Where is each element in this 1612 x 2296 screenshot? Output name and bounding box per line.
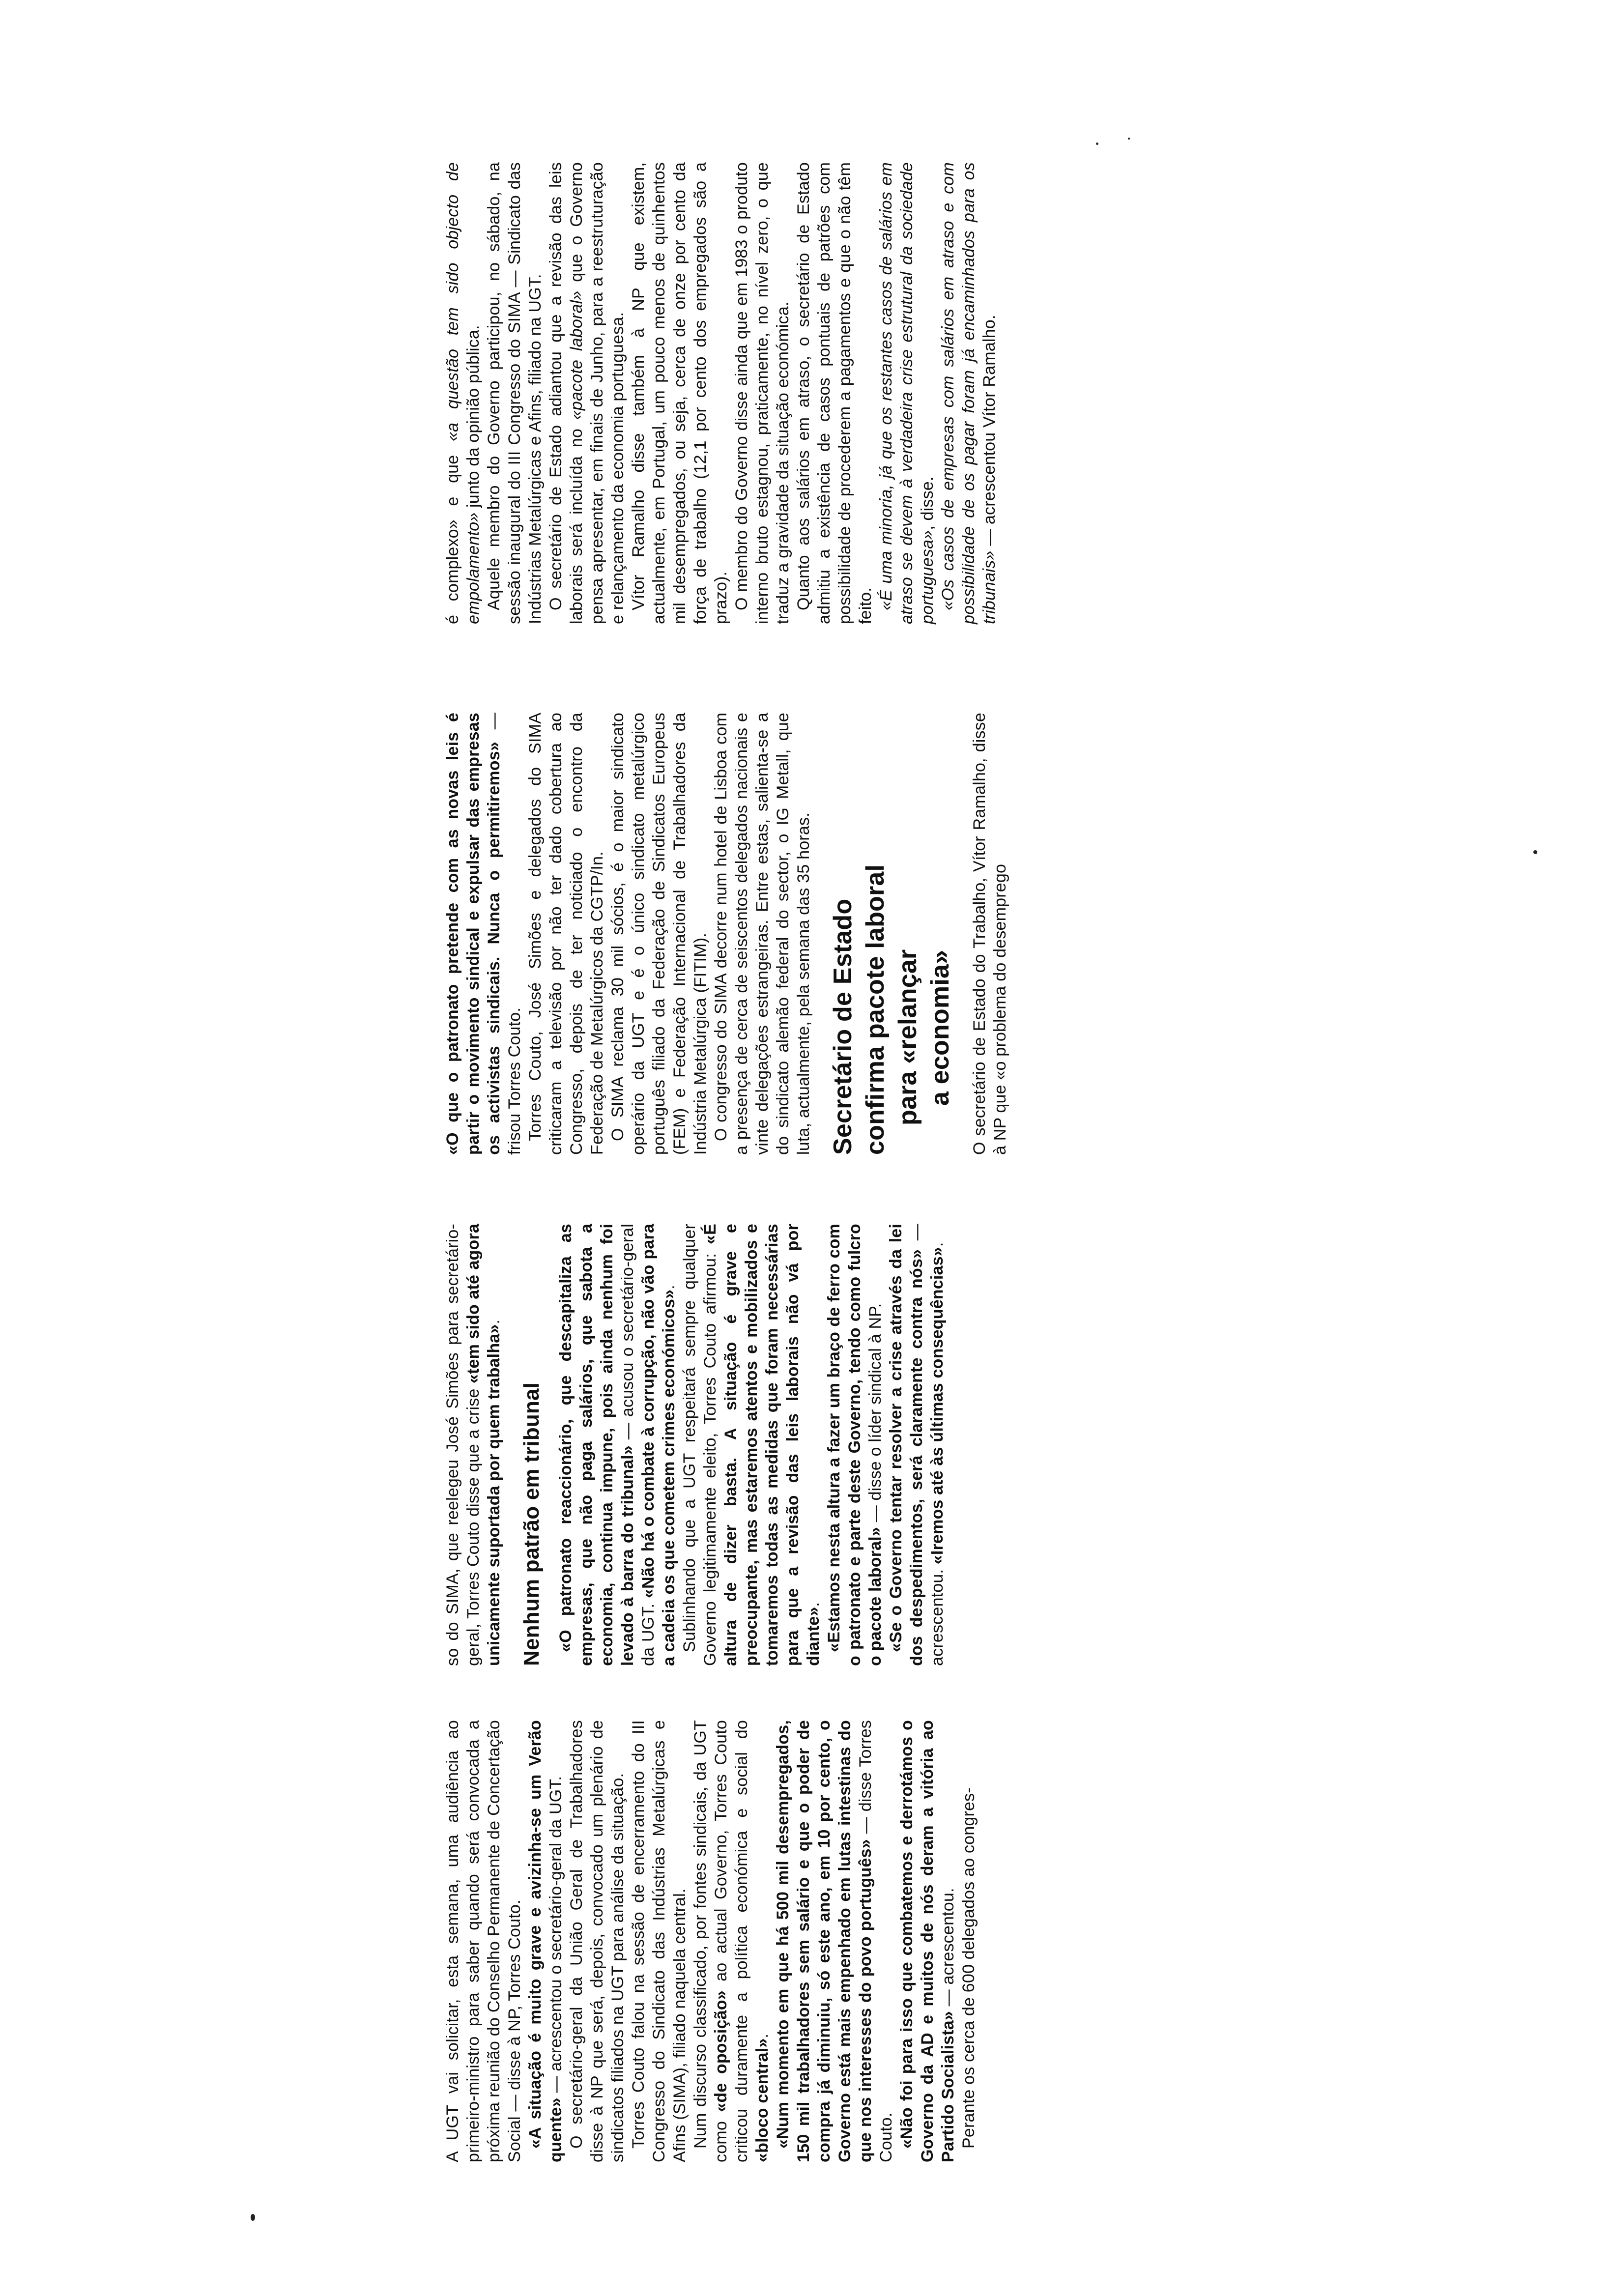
quote-bold: «Não há o combate à corrupção, não vão para a cadeia os que cometem crimes económicos» (639, 1224, 678, 1666)
scan-speck (1096, 143, 1098, 145)
quote-italic: «pacote laboral» (567, 290, 586, 420)
headline-line-1: Secretário de Estado (829, 898, 857, 1155)
quote-bold: «A situação é muito grave e avizinha-se um Verão quente» (526, 1720, 565, 2162)
paragraph (690, 1720, 773, 2162)
quote-bold: «de oposição» (712, 1990, 730, 2112)
paragraph (886, 1224, 948, 1666)
quote-bold: «Se o Governo tentar resolver a crise através da lei dos despedimentos, será claramente contra nós» (887, 1224, 926, 1666)
paragraph-text: Torres Couto falou na sessão de encerramento do III Congresso do Sindicato das Indústrias Metalúrgicas e Afins (SIMA), filiado naquela central. (629, 1720, 689, 2162)
newspaper-clipping (442, 147, 1219, 2162)
paragraph-text: que o Governo pensa apresentar, em finais de Junho, para a reestruturação e relançamento da economia portuguesa. (567, 162, 627, 624)
paragraph-text: — disse Torres Couto. (856, 1720, 895, 2162)
paragraph-text: — frisou Torres Couto. (485, 713, 524, 1155)
quote-bold: «Estamos nesta altura a fazer um braço de ferro com o patronato e parte deste Governo, tendo como fulcro o pacote laboral» (825, 1224, 885, 1666)
quote-bold: «O que o patronato pretende com as novas leis é partir o movimento sindical e expulsar das empresas os activistas sindicais. Nunca o permitiremos» (443, 713, 503, 1155)
paragraph-text: é complexo» e que (443, 441, 462, 624)
paragraph (824, 1224, 886, 1666)
paragraph-text: O membro do Governo disse ainda que em 1983 o produto interno bruto estagnou, praticamente, no nível zero, o que traduz a gravidade da situação económica. (732, 162, 792, 624)
quote-italic: «Os casos de empresas com salários em atraso e com possibilidade de os pagar foram já encaminhados para os tribunais» (939, 162, 999, 624)
paragraph (525, 1720, 566, 2162)
paragraph-text: Aquele membro do Governo participou, no sábado, na sessão inaugural do III Congresso do SIMA — Sindicato das Indústrias Metalúrgicas e Afins, filiado na UGT. (485, 162, 545, 624)
paragraph (969, 713, 1010, 1155)
paragraph-text: Torres Couto, José Simões e delegados do SIMA criticaram a televisão por não ter dado cobertura ao Congresso, depois de ter noticiado o encontro da Federação de Metalúrgicos da CGTP/In. (526, 713, 606, 1155)
paragraph (525, 713, 607, 1155)
quote-italic: «a questão tem sido objecto de empolamento» (443, 162, 483, 624)
paragraph (484, 162, 546, 624)
quote-bold: «O patronato reaccionário, que descapitaliza as empresas, que não paga salários, que sabota a economia, continua impune, pois ainda nenhum foi levado à barra do tribunal» (556, 1224, 637, 1666)
paragraph-text: so do SIMA, que reelegeu José Simões para secretário-geral, Torres Couto disse que a crise (443, 1224, 483, 1666)
headline-line-2: confirma pacote laboral (861, 864, 890, 1155)
paragraph (958, 1720, 979, 2162)
paragraph (773, 1720, 896, 2162)
paragraph (731, 162, 793, 624)
paragraph-text: ao actual Governo, Torres Couto criticou duramente a política económica e social do (712, 1720, 751, 2162)
paragraph-text: . (485, 1319, 503, 1324)
paragraph (566, 1720, 628, 2162)
paragraph-text: . (753, 2033, 772, 2038)
headline (827, 713, 956, 1155)
paragraph-text: — acrescentou. (939, 1888, 957, 2011)
paragraph (442, 1224, 504, 1666)
paragraph-text: — acrescentou. (907, 1224, 947, 1666)
paragraph-text: A UGT vai solicitar, esta semana, uma audiência ao primeiro-ministro para saber quando será convocada a próxima reunião do Conselho Permanente de Concertação Social — disse à NP, Torres Couto. (443, 1720, 524, 2162)
article-column-3 (442, 713, 1010, 1155)
quote-bold: «Iremos até às últimas consequências» (928, 1247, 947, 1565)
paragraph-text: — acrescentou o secretário-geral da UGT. (547, 1776, 565, 2098)
paragraph-text: O secretário-geral da União Geral de Trabalhadores disse à NP que será, depois, convocado um plenário de sindicatos filiados na UGT para análise da situação. (567, 1720, 627, 2162)
subheading: Nenhum patrão em tribunal (519, 1382, 544, 1666)
paragraph-text: O SIMA reclama 30 mil sócios, é o maior sindicato operário da UGT e é o único sindicato metalúrgico português filiado da Federação de Sindicatos Europeus (FEM) e Federação Internacional de Trabalhadores da Indústria Metalúrgica (FITIM). (608, 713, 710, 1155)
quote-bold: «Num momento em que há 500 mil desempregados, 150 mil trabalhadores sem salário e que o poder de compra já diminuiu, só este ano, em 10 por cento, o Governo está mais empenhado em lutas intestinas do que nos interesses do povo português» (774, 1720, 875, 2162)
paragraph-text: O congresso do SIMA decorre num hotel de Lisboa com a presença de cerca de seiscentos delegados nacionais e vinte delegações estrangeiras. Entre estas, salienta-se a do sindicato alemão federal do sector, o IG Metall, que luta, actualmente, pela semana das 35 horas. (712, 713, 813, 1155)
paragraph-text: O secretário de Estado adiantou que a revisão das leis laborais será incluída no (547, 162, 586, 624)
paragraph (607, 713, 711, 1155)
scan-speck (1533, 850, 1537, 854)
quote-bold: «Não foi para isso que combatemos e derrotámos o Governo da AD e muitos de nós deram a vitória ao Partido Socialista» (897, 1720, 957, 2162)
quote-bold: «tem sido até agora unicamente suportada por quem trabalha» (464, 1224, 503, 1666)
headline-line-3: para «relançar (893, 949, 922, 1125)
paragraph-text: Num discurso classificado, por fontes sindicais, da UGT como (691, 1720, 730, 2162)
paragraph (628, 1720, 690, 2162)
paragraph-text: — acrescentou Vítor Ramalho. (980, 315, 999, 551)
paragraph (555, 1224, 679, 1666)
paragraph (711, 713, 814, 1155)
quote-italic: «É uma minoria, já que os restantes casos de salários em atraso se devem à verdadeira crise estrutural da sociedade portuguesa» (877, 162, 937, 624)
paragraph (442, 162, 484, 624)
paragraph-text: Sublinhando que a UGT respeitará sempre qualquer Governo legitimamente eleito, Torres Couto afirmou: (680, 1224, 720, 1666)
paragraph (546, 162, 628, 624)
article-column-4 (442, 162, 1000, 624)
paragraph-text: Perante os cerca de 600 delegados ao congres- (959, 1787, 978, 2149)
paragraph-text: — acusou o secretário-geral da UGT. (618, 1223, 658, 1666)
paragraph (793, 162, 876, 624)
quote-bold: «bloco central» (753, 2038, 772, 2162)
scan-speck (1128, 138, 1130, 140)
paragraph-text: — disse o líder sindical à NP. (866, 1303, 885, 1527)
paragraph-text: . (928, 1242, 947, 1247)
paragraph (876, 162, 938, 624)
headline-line-4: a economia» (926, 949, 954, 1106)
scan-speck (251, 2214, 255, 2221)
paragraph (938, 162, 1000, 624)
quote-bold: «É altura de dizer basta. A situação é grave e preocupante, mas estaremos atentos e mobilizados e tomaremos todas as medidas que foram necessárias para que a revisão das leis laborais não vá por diante» (701, 1224, 823, 1666)
paragraph-text: junto da opinião pública. (464, 325, 483, 513)
paragraph-text: . (660, 1285, 678, 1290)
paragraph (679, 1224, 824, 1666)
paragraph (442, 1720, 525, 2162)
paragraph-text: . (804, 1602, 823, 1607)
paragraph (896, 1720, 958, 2162)
article-column-2 (442, 1224, 948, 1666)
paragraph-text: Quanto aos salários em atraso, o secretário de Estado admitiu a existência de casos pontuais de patrões com possibilidade de procederem a pagamentos e que o não têm feito. (794, 162, 875, 624)
paragraph (442, 713, 525, 1155)
article-column-1 (442, 1720, 979, 2162)
paragraph-text: , disse. (918, 476, 937, 530)
paragraph-text: Vítor Ramalho disse também à NP que existem, actualmente, em Portugal, um pouco menos de quinhentos mil desempregados, ou seja, cerca de onze por cento da força de trabalho (12,1 por cento dos empregados são a prazo). (629, 162, 730, 624)
paragraph-text: O secretário de Estado do Trabalho, Vítor Ramalho, disse à NP que «o problema do desemprego (970, 713, 1009, 1155)
paragraph (628, 162, 731, 624)
